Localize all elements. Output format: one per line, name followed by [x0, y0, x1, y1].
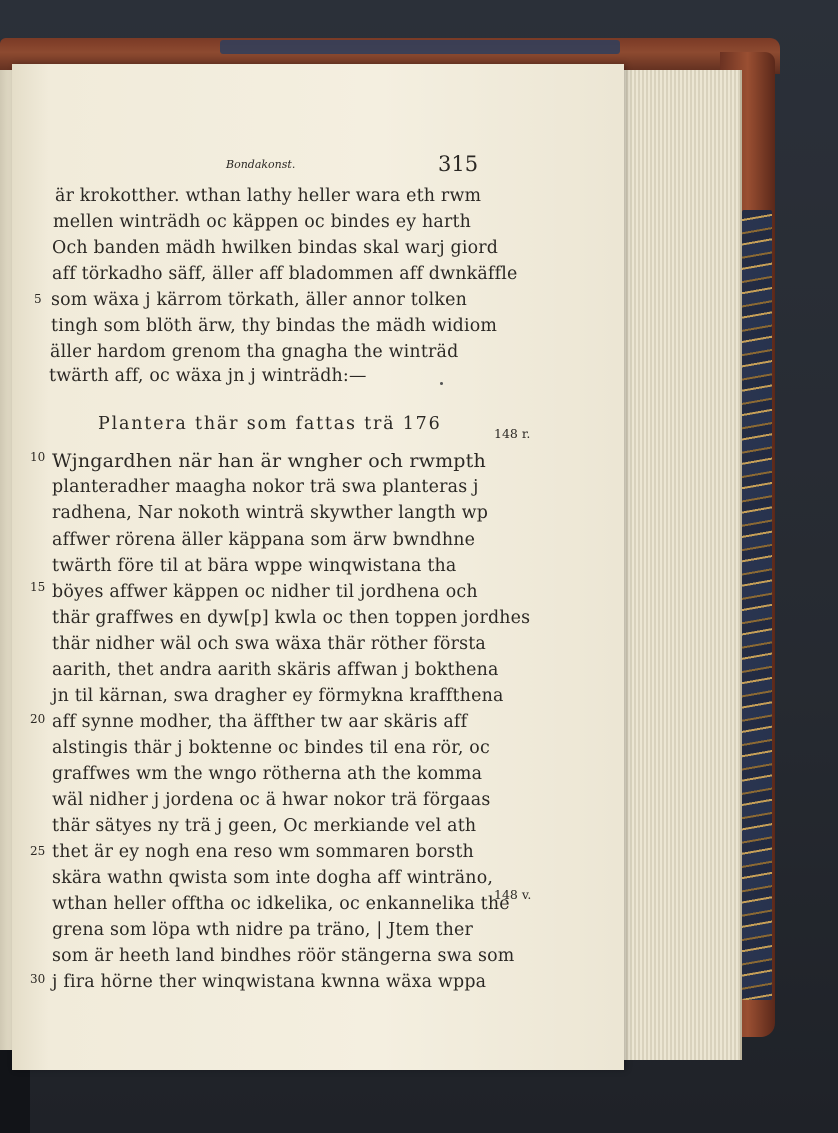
- page-number: 315: [438, 152, 479, 176]
- section-heading: Plantera thär som fattas trä 176: [98, 414, 442, 434]
- text-line: jn til kärnan, swa dragher ey förmykna kraffthena: [52, 686, 504, 706]
- text-line: thär graffwes en dyw[p] kwla oc then toppen jordhes: [52, 608, 531, 628]
- text-line: wthan heller offtha oc idkelika, oc enkannelika the: [52, 894, 510, 914]
- running-title: Bondakonst.: [226, 158, 296, 171]
- text-line: Och banden mädh hwilken bindas skal warj giord: [52, 238, 499, 258]
- line-number: 20: [30, 712, 46, 726]
- text-line: tingh som blöth ärw, thy bindas the mädh widiom: [51, 316, 498, 336]
- text-line: thär nidher wäl och swa wäxa thär röther första: [52, 634, 486, 654]
- line-number: 15: [30, 580, 46, 594]
- text-line: aff törkadho säff, äller aff bladommen aff dwnkäffle: [52, 264, 518, 284]
- text-line: är krokotther. wthan lathy heller wara eth rwm: [55, 186, 482, 206]
- text-line: grena som löpa wth nidre pa träno, | Jtem ther: [52, 920, 474, 940]
- line-number: 5: [34, 292, 42, 306]
- text-line: wäl nidher j jordena oc ä hwar nokor trä förgaas: [52, 790, 491, 810]
- line-number: 30: [30, 972, 46, 986]
- text-line: Wjngardhen när han är wngher och rwmpth: [52, 450, 486, 472]
- text-line: affwer rörena äller käppana som ärw bwndhne: [52, 530, 476, 550]
- stray-mark: [440, 382, 443, 385]
- text-line: aarith, thet andra aarith skäris affwan j bokthena: [52, 660, 499, 680]
- text-line: thet är ey nogh ena reso wm sommaren borsth: [52, 842, 474, 862]
- text-line: äller hardom grenom tha gnagha the winträd: [50, 342, 459, 362]
- text-line: aff synne modher, tha äffther tw aar skäris aff: [52, 712, 468, 732]
- text-line: planteradher maagha nokor trä swa planteras j: [52, 477, 479, 497]
- margin-reference: 148 v.: [494, 887, 532, 902]
- page-edges: [622, 70, 742, 1060]
- margin-reference: 148 r.: [494, 426, 531, 441]
- text-line: graffwes wm the wngo rötherna ath the komma: [52, 764, 483, 784]
- text-line: som är heeth land bindhes röör stängerna swa som: [52, 946, 515, 966]
- line-number: 25: [30, 844, 46, 858]
- marbled-edge: [742, 210, 772, 1000]
- text-line: radhena, Nar nokoth winträ skywther langth wp: [52, 503, 489, 523]
- text-line: böyes affwer käppen oc nidher til jordhena och: [52, 582, 478, 602]
- text-line: thär sätyes ny trä j geen, Oc merkiande vel ath: [52, 816, 477, 836]
- line-number: 10: [30, 450, 46, 464]
- text-line: mellen winträdh oc käppen oc bindes ey harth: [53, 212, 472, 232]
- book-spine-band: [220, 40, 620, 54]
- text-line: j fira hörne ther winqwistana kwnna wäxa wppa: [52, 972, 487, 992]
- text-line: som wäxa j kärrom törkath, äller annor tolken: [51, 290, 467, 310]
- text-line: twärth aff, oc wäxa jn j winträdh:—: [49, 366, 367, 386]
- text-line: alstingis thär j boktenne oc bindes til ena rör, oc: [52, 738, 490, 758]
- text-line: twärth före til at bära wppe winqwistana tha: [52, 556, 457, 576]
- text-line: skära wathn qwista som inte dogha aff winträno,: [52, 868, 494, 888]
